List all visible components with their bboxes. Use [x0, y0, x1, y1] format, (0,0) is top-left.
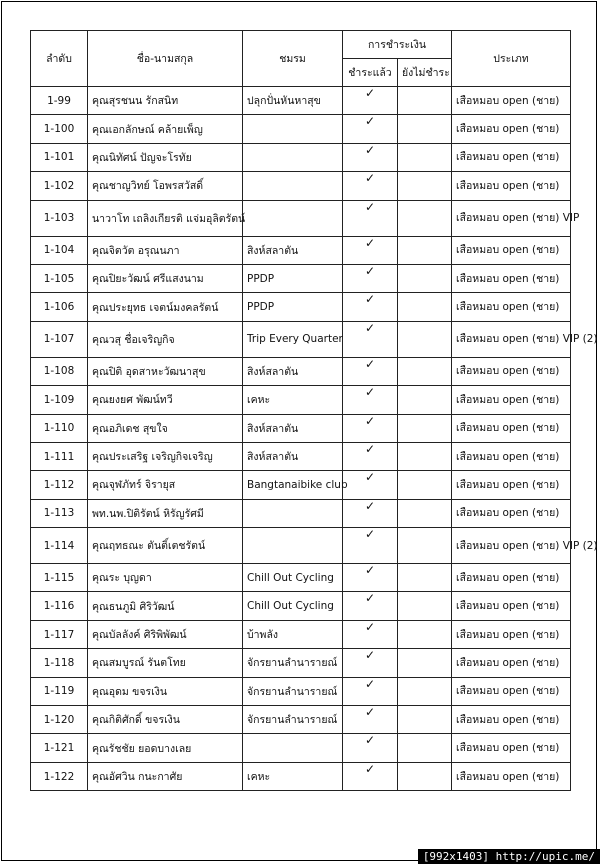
row-name: คุณประเสริฐ เจริญกิจเจริญ [88, 442, 243, 470]
row-type: เสือหมอบ open (ชาย) [452, 414, 571, 442]
row-unpaid-check [398, 264, 452, 292]
row-paid-check: ✓ [343, 677, 398, 705]
row-type: เสือหมอบ open (ชาย) [452, 115, 571, 143]
row-no: 1-106 [31, 293, 88, 321]
row-type: เสือหมอบ open (ชาย) [452, 564, 571, 592]
table-row [31, 471, 571, 499]
row-paid-check: ✓ [343, 564, 398, 592]
row-paid-check: ✓ [343, 414, 398, 442]
row-no: 1-114 [31, 528, 88, 564]
row-paid-check: ✓ [343, 264, 398, 292]
row-type: เสือหมอบ open (ชาย) [452, 442, 571, 470]
row-no: 1-111 [31, 442, 88, 470]
row-type: เสือหมอบ open (ชาย) [452, 386, 571, 414]
row-no: 1-118 [31, 649, 88, 677]
row-name: คุณบัลลังค์ ศิริพิพัฒน์ [88, 620, 243, 648]
row-unpaid-check [398, 414, 452, 442]
row-club: จักรยานลำนารายณ์ [243, 649, 343, 677]
row-type: เสือหมอบ open (ชาย) [452, 264, 571, 292]
row-name: พท.นพ.ปิติรัตน์ หิรัญรัศมี [88, 499, 243, 527]
table-row [31, 115, 571, 143]
table-row [31, 442, 571, 470]
row-paid-check: ✓ [343, 87, 398, 115]
row-unpaid-check [398, 528, 452, 564]
row-paid-check: ✓ [343, 115, 398, 143]
row-type: เสือหมอบ open (ชาย) [452, 762, 571, 790]
table-row [31, 87, 571, 115]
header-type: ประเภท [452, 31, 571, 87]
row-paid-check: ✓ [343, 592, 398, 620]
row-club [243, 528, 343, 564]
row-paid-check: ✓ [343, 499, 398, 527]
row-unpaid-check [398, 442, 452, 470]
row-club [243, 734, 343, 762]
row-type: เสือหมอบ open (ชาย) [452, 649, 571, 677]
table-row [31, 357, 571, 385]
row-paid-check: ✓ [343, 357, 398, 385]
table-row [31, 592, 571, 620]
table-row [31, 734, 571, 762]
row-club: สิงห์สลาตัน [243, 236, 343, 264]
row-unpaid-check [398, 649, 452, 677]
row-paid-check: ✓ [343, 528, 398, 564]
row-club: Trip Every Quarter [243, 321, 343, 357]
row-paid-check: ✓ [343, 172, 398, 200]
row-name: คุณจุฬภัทร์ จิรายุส [88, 471, 243, 499]
row-name: คุณกิติศักดิ์ ขจรเงิน [88, 706, 243, 734]
row-name: คุณสมบูรณ์ รันตโทย [88, 649, 243, 677]
row-unpaid-check [398, 386, 452, 414]
row-no: 1-107 [31, 321, 88, 357]
row-club: สิงห์สลาตัน [243, 357, 343, 385]
table-row [31, 649, 571, 677]
header-no: ลำดับ [31, 31, 88, 87]
row-club: ปลุกปั่นหันหาสุข [243, 87, 343, 115]
table-row [31, 321, 571, 357]
row-type: เสือหมอบ open (ชาย) VIP [452, 200, 571, 236]
row-paid-check: ✓ [343, 386, 398, 414]
row-club [243, 200, 343, 236]
registration-table [30, 30, 598, 791]
row-unpaid-check [398, 236, 452, 264]
table-row [31, 528, 571, 564]
row-name: คุณอุดม ขจรเงิน [88, 677, 243, 705]
header-unpaid: ยังไม่ชำระ [398, 59, 452, 87]
row-type: เสือหมอบ open (ชาย) [452, 677, 571, 705]
row-name: นาวาโท เถลิงเกียรติ แจ่มอุลิตรัตน์ [88, 200, 243, 236]
table-row [31, 143, 571, 171]
row-no: 1-105 [31, 264, 88, 292]
row-unpaid-check [398, 115, 452, 143]
row-paid-check: ✓ [343, 734, 398, 762]
row-no: 1-121 [31, 734, 88, 762]
row-type: เสือหมอบ open (ชาย) [452, 357, 571, 385]
table-row [31, 677, 571, 705]
table-row [31, 293, 571, 321]
row-no: 1-116 [31, 592, 88, 620]
upic-watermark: [992x1403] http://upic.me/ [418, 849, 600, 864]
row-unpaid-check [398, 762, 452, 790]
row-unpaid-check [398, 293, 452, 321]
row-name: คุณสุรชนน รักสนิท [88, 87, 243, 115]
row-type: เสือหมอบ open (ชาย) [452, 706, 571, 734]
row-no: 1-108 [31, 357, 88, 385]
row-name: คุณปิยะวัฒน์ ศรีแสงนาม [88, 264, 243, 292]
row-type: เสือหมอบ open (ชาย) [452, 592, 571, 620]
row-club [243, 143, 343, 171]
row-no: 1-113 [31, 499, 88, 527]
row-no: 1-117 [31, 620, 88, 648]
header-name: ชื่อ-นามสกุล [88, 31, 243, 87]
row-unpaid-check [398, 321, 452, 357]
row-no: 1-119 [31, 677, 88, 705]
row-paid-check: ✓ [343, 762, 398, 790]
header-paid: ชำระแล้ว [343, 59, 398, 87]
row-type: เสือหมอบ open (ชาย) [452, 236, 571, 264]
row-club: PPDP [243, 264, 343, 292]
row-unpaid-check [398, 143, 452, 171]
row-club: จักรยานลำนารายณ์ [243, 677, 343, 705]
row-name: คุณปิติ อุดสาหะวัฒนาสุข [88, 357, 243, 385]
row-club: เคหะ [243, 386, 343, 414]
row-name: คุณอัศวิน กนะกาศัย [88, 762, 243, 790]
row-paid-check: ✓ [343, 620, 398, 648]
row-unpaid-check [398, 706, 452, 734]
row-unpaid-check [398, 87, 452, 115]
row-no: 1-115 [31, 564, 88, 592]
row-unpaid-check [398, 620, 452, 648]
row-name: คุณฤทธณะ ตันติ์เตชรัตน์ [88, 528, 243, 564]
row-club [243, 172, 343, 200]
row-name: คุณธนภูมิ ศิริวัฒน์ [88, 592, 243, 620]
row-type: เสือหมอบ open (ชาย) [452, 293, 571, 321]
row-type: เสือหมอบ open (ชาย) [452, 620, 571, 648]
table-row [31, 200, 571, 236]
row-club: Bangtanaibike club [243, 471, 343, 499]
row-type: เสือหมอบ open (ชาย) [452, 87, 571, 115]
row-no: 1-99 [31, 87, 88, 115]
table-row [31, 762, 571, 790]
row-type: เสือหมอบ open (ชาย) VIP (2) [452, 528, 571, 564]
row-type: เสือหมอบ open (ชาย) [452, 143, 571, 171]
row-club: จักรยานลำนารายณ์ [243, 706, 343, 734]
row-no: 1-109 [31, 386, 88, 414]
row-no: 1-110 [31, 414, 88, 442]
row-club: เคหะ [243, 762, 343, 790]
table-row [31, 564, 571, 592]
row-club: PPDP [243, 293, 343, 321]
row-unpaid-check [398, 564, 452, 592]
row-no: 1-102 [31, 172, 88, 200]
row-no: 1-104 [31, 236, 88, 264]
row-name: คุณระ บุญดา [88, 564, 243, 592]
header-payment: การชำระเงิน [343, 31, 452, 59]
row-type: เสือหมอบ open (ชาย) [452, 734, 571, 762]
row-type: เสือหมอบ open (ชาย) VIP (2) [452, 321, 571, 357]
row-club: Chill Out Cycling [243, 592, 343, 620]
row-paid-check: ✓ [343, 236, 398, 264]
row-paid-check: ✓ [343, 471, 398, 499]
row-no: 1-120 [31, 706, 88, 734]
row-paid-check: ✓ [343, 442, 398, 470]
table-row [31, 414, 571, 442]
table-row [31, 236, 571, 264]
row-unpaid-check [398, 499, 452, 527]
row-club [243, 499, 343, 527]
table-row [31, 499, 571, 527]
row-name: คุณเอกลักษณ์ คล้ายเพ็ญ [88, 115, 243, 143]
row-paid-check: ✓ [343, 649, 398, 677]
row-club [243, 115, 343, 143]
row-paid-check: ✓ [343, 143, 398, 171]
row-paid-check: ✓ [343, 321, 398, 357]
row-club: สิงห์สลาตัน [243, 414, 343, 442]
row-no: 1-103 [31, 200, 88, 236]
row-unpaid-check [398, 200, 452, 236]
table-row [31, 264, 571, 292]
row-unpaid-check [398, 357, 452, 385]
row-type: เสือหมอบ open (ชาย) [452, 172, 571, 200]
table-row [31, 172, 571, 200]
row-name: คุณประยุทธ เจตน์มงคลรัตน์ [88, 293, 243, 321]
row-club: Chill Out Cycling [243, 564, 343, 592]
row-name: คุณอภิเดช สุขใจ [88, 414, 243, 442]
row-name: คุณนิทัศน์ ปัญจะโรทัย [88, 143, 243, 171]
row-unpaid-check [398, 471, 452, 499]
row-name: คุณจิตวัต อรุณนภา [88, 236, 243, 264]
header-club: ชมรม [243, 31, 343, 87]
row-type: เสือหมอบ open (ชาย) [452, 471, 571, 499]
row-name: คุณรัชชัย ยอดบางเลย [88, 734, 243, 762]
row-name: คุณชาญวิทย์ โอพรสวัสดิ์ [88, 172, 243, 200]
row-club: บ้าพลัง [243, 620, 343, 648]
table-row [31, 706, 571, 734]
row-unpaid-check [398, 172, 452, 200]
row-unpaid-check [398, 677, 452, 705]
table-row [31, 386, 571, 414]
row-club: สิงห์สลาตัน [243, 442, 343, 470]
row-name: คุณวสุ ชื่อเจริญกิจ [88, 321, 243, 357]
table-row [31, 620, 571, 648]
row-unpaid-check [398, 734, 452, 762]
row-name: คุณยงยศ พัฒน์ทวี [88, 386, 243, 414]
row-no: 1-112 [31, 471, 88, 499]
row-type: เสือหมอบ open (ชาย) [452, 499, 571, 527]
row-no: 1-100 [31, 115, 88, 143]
row-no: 1-101 [31, 143, 88, 171]
row-unpaid-check [398, 592, 452, 620]
row-paid-check: ✓ [343, 293, 398, 321]
row-paid-check: ✓ [343, 706, 398, 734]
row-paid-check: ✓ [343, 200, 398, 236]
row-no: 1-122 [31, 762, 88, 790]
